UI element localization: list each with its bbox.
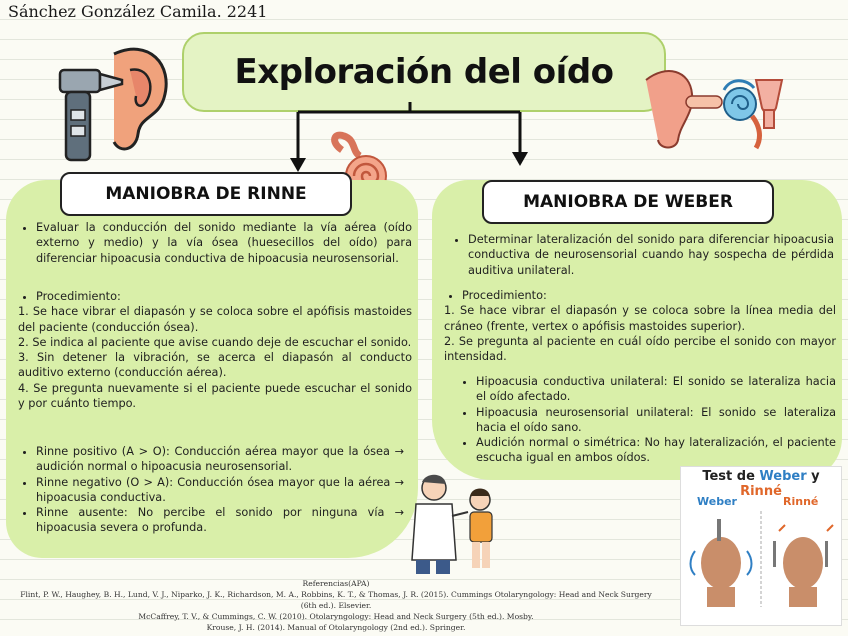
inner-ear-icon	[752, 76, 786, 130]
otoscope-ear-icon	[52, 30, 172, 168]
rinne-procedure	[18, 289, 412, 411]
test-card-title-mid: y	[806, 469, 820, 484]
test-card-title-weber: Weber	[759, 469, 807, 484]
page-title: Exploración del oído	[234, 52, 614, 92]
weber-objective-text: • Determinar lateralización del sonido para diferenciar hipoacusia conductiva de neurosensorial cuando hay sospecha de pérdida auditiva unilateral.	[468, 232, 834, 278]
rinne-step-3: 3. Sin detener la vibración, se acerca el diapasón al conducto auditivo externo (conducción aérea).	[18, 351, 412, 380]
test-card-title-rinne: Rinné	[740, 484, 782, 499]
test-card-rinne-label: Rinné	[783, 495, 819, 508]
weber-result-normal: • Audición normal o simétrica: No hay lateralización, el paciente escucha igual en ambos oídos.	[476, 435, 836, 466]
weber-heading: MANIOBRA DE WEBER	[482, 180, 774, 224]
branch-arrows	[280, 100, 540, 174]
references-heading: Referencias(APA)	[302, 579, 370, 588]
doctor-examining-child-icon	[404, 470, 504, 580]
rinne-objective-text: • Evaluar la conducción del sonido mediante la vía aérea (oído externo y medio) y la vía ósea (huesecillos del oído) para diferenciar hipoacusia conductiva de hipoacusia neurosensorial.	[36, 220, 412, 266]
reference-3: Krouse, J. H. (2014). Manual of Otolaryngology (2nd ed.). Springer.	[206, 623, 466, 632]
rinne-result-absent: • Rinne ausente: No percibe el sonido por ninguna vía → hipoacusia severa o profunda.	[36, 505, 404, 536]
reference-1: Flint, P. W., Haughey, B. H., Lund, V. J., Niparko, J. K., Richardson, M. A., Robbins, K. T., & Thomas, J. R. (2015). Cummings Otolaryngology: Head and Neck Surgery (6th ed.). Elsevier.	[20, 590, 652, 610]
rinne-step-1: 1. Se hace vibrar el diapasón y se coloca sobre el apófisis mastoides del paciente (conducción ósea).	[18, 305, 412, 334]
weber-objective	[450, 232, 834, 278]
rinne-results	[18, 444, 404, 536]
test-card-title-prefix: Test de	[702, 469, 760, 484]
rinne-step-4: 4. Se pregunta nuevamente si el paciente puede escuchar el sonido y por cuánto tiempo.	[18, 381, 412, 411]
author-name: Sánchez González Camila. 2241	[8, 2, 268, 21]
rinne-step-2: 2. Se indica al paciente que avise cuando deje de escuchar el sonido.	[18, 335, 412, 349]
reference-2: McCaffrey, T. V., & Cummings, C. W. (2010). Otolaryngology: Head and Neck Surgery (5th ed.). Mosby.	[138, 612, 534, 621]
weber-result-conductive: • Hipoacusia conductiva unilateral: El sonido se lateraliza hacia el oído afectado.	[476, 374, 836, 405]
weber-step-1: 1. Se hace vibrar el diapasón y se coloca sobre la línea media del cráneo (frente, vertex o apófisis mastoides superior).	[444, 304, 836, 333]
weber-results	[458, 374, 836, 466]
test-illustration	[680, 466, 842, 626]
rinne-result-negative: • Rinne negativo (O > A): Conducción ósea mayor que la aérea → hipoacusia conductiva.	[36, 475, 404, 506]
weber-step-2: 2. Se pregunta al paciente en cuál oído percibe el sonido con mayor intensidad.	[444, 334, 836, 364]
rinne-heading: MANIOBRA DE RINNE	[60, 172, 352, 216]
rinne-procedure-label: • Procedimiento:	[36, 289, 412, 304]
weber-procedure-label: • Procedimiento:	[462, 288, 836, 303]
test-card-weber-label: Weber	[697, 495, 737, 508]
weber-result-neurosensorial: • Hipoacusia neurosensorial unilateral: El sonido se lateraliza hacia el oído sano.	[476, 405, 836, 436]
rinne-result-positive: • Rinne positivo (A > O): Conducción aérea mayor que la ósea → audición normal o hipoacusia neurosensorial.	[36, 444, 404, 475]
references	[16, 578, 656, 633]
head-figures-icon	[681, 511, 841, 607]
weber-procedure	[444, 288, 836, 364]
rinne-objective	[18, 220, 412, 266]
